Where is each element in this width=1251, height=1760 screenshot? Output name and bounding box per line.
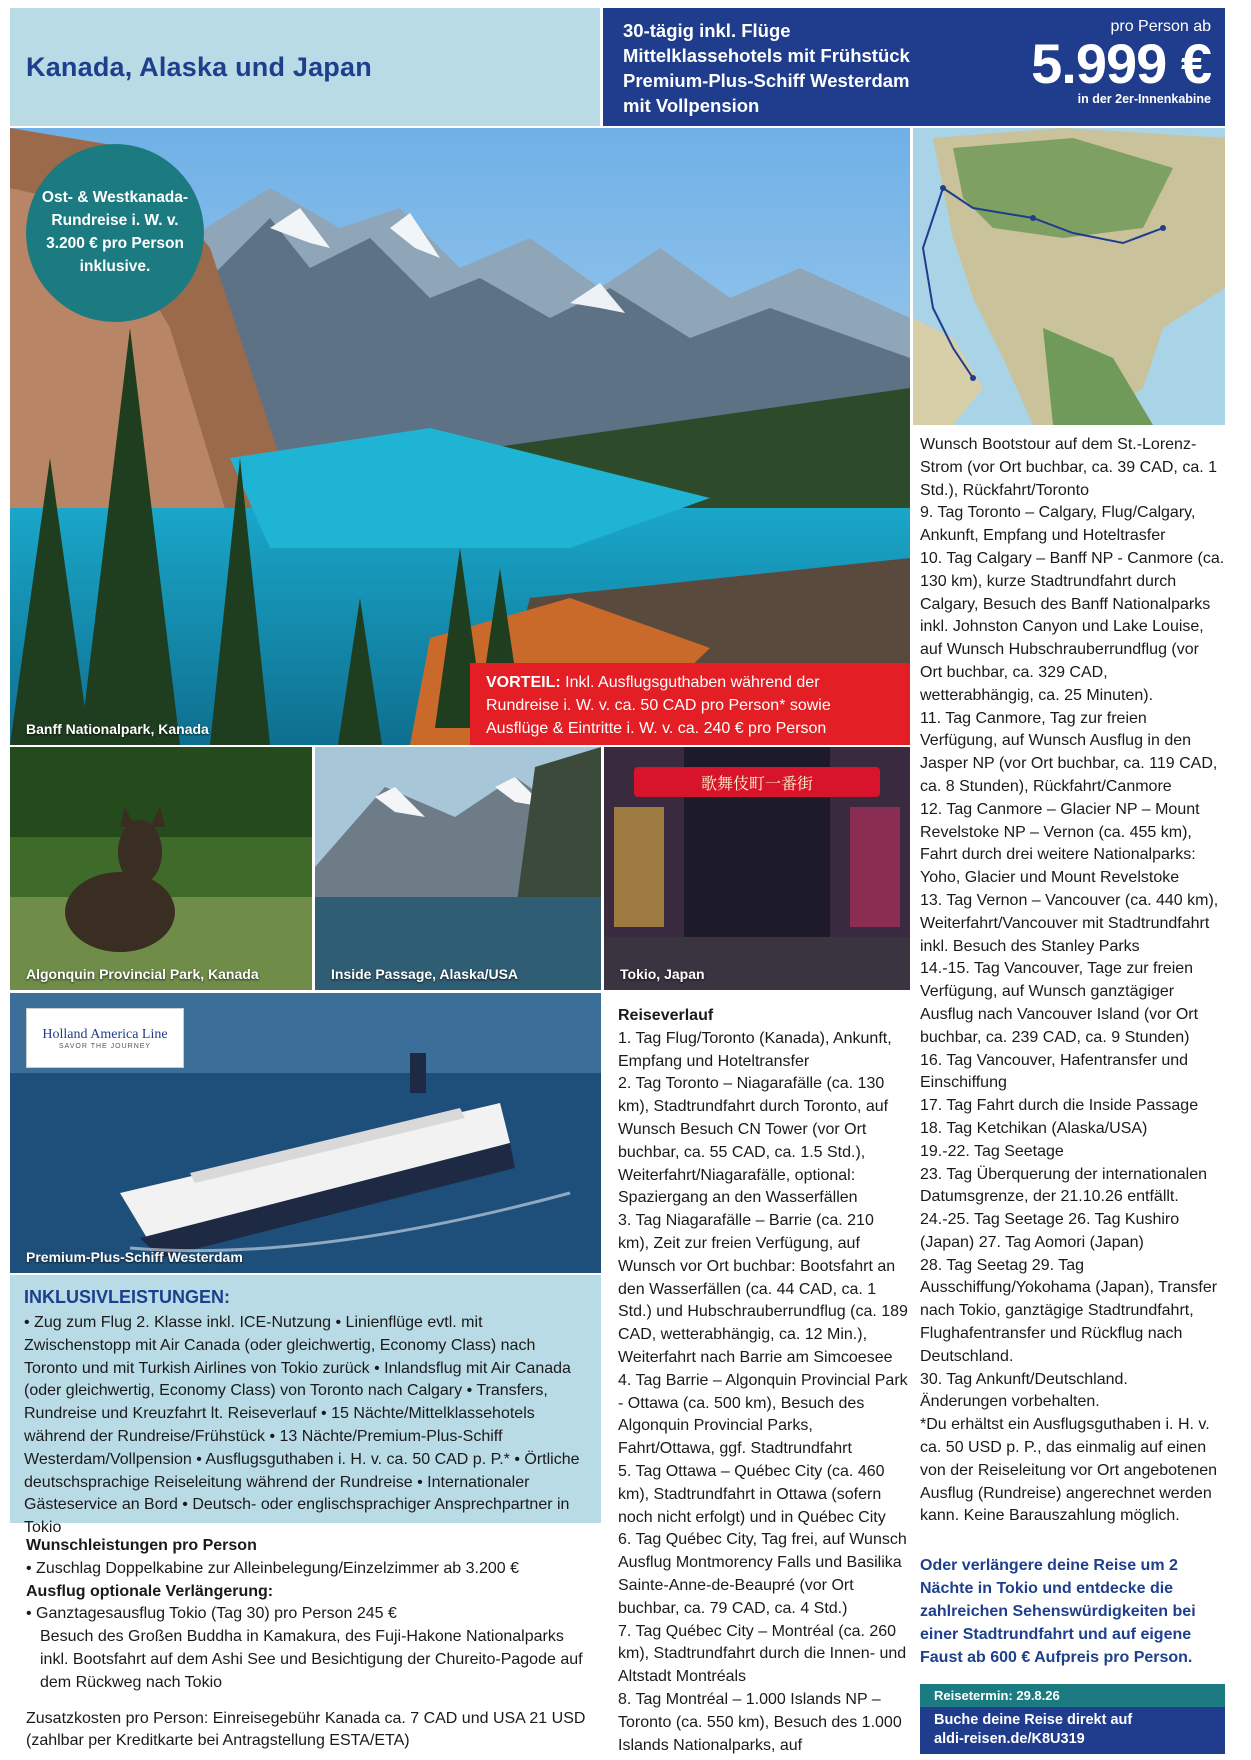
photo-caption: Banff Nationalpark, Kanada — [26, 721, 209, 737]
advantage-label: VORTEIL: — [486, 674, 561, 691]
itinerary-day: 9. Tag Toronto – Calgary, Flug/Calgary, Ankunft, Empfang und Hoteltrasfer — [920, 504, 1196, 545]
itinerary-day: 7. Tag Québec City – Montréal (ca. 260 km), Stadtrundfahrt durch die Innen- und Altstadt Montréals — [618, 1622, 907, 1686]
travel-date: Reisetermin: 29.8.26 — [920, 1684, 1225, 1707]
photo-caption: Tokio, Japan — [620, 966, 705, 982]
itinerary-day: 12. Tag Canmore – Glacier NP – Mount Revelstoke NP – Vernon (ca. 455 km), Fahrt durch drei weitere Nationalparks: Yoho, Glacier und Mount Revelstoke — [920, 800, 1200, 887]
photo-caption: Inside Passage, Alaska/USA — [331, 966, 519, 982]
wish-heading: Wunschleistungen pro Person — [26, 1537, 257, 1554]
itinerary-day: 19.-22. Tag Seetage — [920, 1142, 1064, 1160]
logo-tagline: SAVOR THE JOURNEY — [58, 1043, 152, 1050]
itinerary-day: 10. Tag Calgary – Banff NP - Canmore (ca. 130 km), kurze Stadtrundfahrt durch Calgary, Besuch des Banff Nationalparks inkl. Johnston Canyon und Lake Louise, auf Wunsch Hubschrauberrundflug (vor Ort buchbar, ca. 329 CAD, wetterabhängig, ca. 25 Minuten). — [920, 549, 1225, 704]
itinerary-day: 11. Tag Canmore, Tag zur freien Verfügung, auf Wunsch Ausflug in den Jasper NP (vor Ort buchbar, ca. 119 CAD, ca. 8 Stunden), Rückfahrt/Canmore — [920, 709, 1218, 795]
route-map — [913, 128, 1225, 425]
offer-banner — [603, 8, 1225, 126]
holland-america-logo — [26, 1008, 184, 1068]
credit-footnote: *Du erhältst ein Ausflugsguthaben i. H. v. ca. 50 USD p. P., das einmalig auf einen von der Reiseleitung vor Ort angebotenen Ausflug (Rundreise) angerechnet werden kann. Keine Barauszahlung möglich. — [920, 1416, 1218, 1525]
advantage-box — [470, 663, 910, 745]
booking-box[interactable] — [920, 1684, 1225, 1754]
itinerary-day: 5. Tag Ottawa – Québec City (ca. 460 km), Stadtrundfahrt in Ottawa (sofern noch nicht erfolgt) und in Québec City — [618, 1462, 886, 1526]
itinerary-day: Wunsch Bootstour auf dem St.-Lorenz-Strom (vor Ort buchbar, ca. 39 CAD, ca. 1 Std.), Rückfahrt/Toronto — [920, 436, 1217, 499]
itinerary-day: 3. Tag Niagarafälle – Barrie (ca. 210 km), Zeit zur freien Verfügung, auf Wunsch vor Ort buchbar: Bootsfahrt an den Wasserfällen (ca. 44 CAD, ca. 1 Std.) und Hubschrauberrundflug (ca. 189 CAD, wetterabhängig, ca. 12 Min.), Weiterfahrt nach Barrie am Simcoesee — [618, 1212, 908, 1366]
itinerary-day: 14.-15. Tag Vancouver, Tage zur freien Verfügung, auf Wunsch ganztägiger Ausflug nach Vancouver Island (vor Ort buchbar, ca. 239 CAD, ca. 9 Stunden) — [920, 960, 1199, 1046]
itinerary-day: 4. Tag Barrie – Algonquin Provincial Park - Ottawa (ca. 500 km), Besuch des Algonquin Provincial Parks, Fahrt/Ottawa, ggf. Stadtrundfahrt — [618, 1371, 908, 1458]
tokyo-photo — [604, 747, 910, 990]
price-box — [1031, 18, 1211, 106]
excursion-heading: Ausflug optionale Verlängerung: — [26, 1582, 274, 1600]
inclusive-services — [10, 1275, 601, 1537]
inside-passage-photo — [315, 747, 601, 990]
itinerary-column-2 — [920, 434, 1225, 1528]
price-cabin-note: in der 2er-Innenkabine — [1077, 92, 1211, 106]
itinerary-day: 28. Tag Seetag 29. Tag Ausschiffung/Yokohama (Japan), Transfer nach Tokio, ganztägige Stadtrundfahrt, Flughafentransfer und Rückflug nach Deutschland. — [920, 1256, 1218, 1365]
excursion-description: Besuch des Großen Buddha in Kamakura, des Fuji-Hakone Nationalparks inkl. Bootsfahrt auf dem Ashi See und Besichtigung der Chureito-Pagode auf dem Rückweg nach Tokio — [40, 1628, 583, 1691]
extra-costs: Zusatzkosten pro Person: Einreisegebühr Kanada ca. 7 CAD und USA 21 USD (zahlbar per Kreditkarte bei Antragstellung ESTA/ETA) — [26, 1710, 586, 1749]
itinerary-day: 23. Tag Überquerung der internationalen Datumsgrenze, der 21.10.26 entfällt. — [920, 1165, 1208, 1206]
offer-line: Mittelklassehotels mit Frühstück — [623, 45, 910, 66]
booking-link[interactable]: aldi-reisen.de/K8U319 — [934, 1731, 1085, 1747]
offer-line: 30-tägig inkl. Flüge — [623, 20, 791, 41]
roundtrip-badge — [26, 144, 204, 322]
changes-note: Änderungen vorbehalten. — [920, 1393, 1100, 1411]
badge-line: Rundreise i. W. v. — [51, 212, 179, 229]
inclusive-heading: INKLUSIVLEISTUNGEN: — [24, 1287, 231, 1307]
wish-services — [26, 1535, 596, 1695]
offer-line: mit Vollpension — [623, 95, 760, 116]
itinerary-day: 6. Tag Québec City, Tag frei, auf Wunsch Ausflug Montmorency Falls und Basilika Sainte-Anne-de-Beaupré (vor Ort buchbar, ca. 79 CAD, ca. 4 Std.) — [618, 1531, 907, 1617]
price-label: pro Person ab — [1110, 18, 1211, 35]
offer-line: Premium-Plus-Schiff Westerdam — [623, 70, 910, 91]
itinerary-day: 24.-25. Tag Seetage 26. Tag Kushiro (Japan) 27. Tag Aomori (Japan) — [920, 1211, 1180, 1251]
badge-line: inklusive. — [79, 258, 151, 275]
itinerary-day: 2. Tag Toronto – Niagarafälle (ca. 130 km), Stadtrundfahrt durch Toronto, auf Wunsch Besuch CN Tower (vor Ort buchbar, ca. 55 CAD, ca. 1.5 Std.), Weiterfahrt/Niagarafälle, optional: Spaziergang an den Wasserfällen — [618, 1075, 889, 1207]
itinerary-day: 17. Tag Fahrt durch die Inside Passage — [920, 1097, 1199, 1115]
page-title: Kanada, Alaska und Japan — [26, 52, 372, 82]
moose-photo — [10, 747, 312, 990]
itinerary-day: 1. Tag Flug/Toronto (Kanada), Ankunft, Empfang und Hoteltransfer — [618, 1029, 892, 1070]
itinerary-day: 30. Tag Ankunft/Deutschland. — [920, 1370, 1128, 1388]
itinerary-heading: Reiseverlauf — [618, 1007, 714, 1024]
itinerary-day: 8. Tag Montréal – 1.000 Islands NP – Toronto (ca. 550 km), Besuch des 1.000 Islands Nationalparks, auf — [618, 1690, 902, 1754]
extension-offer: Oder verlängere deine Reise um 2 Nächte in Tokio und entdecke die zahlreichen Sehenswürdigkeiten bei einer Stadtrundfahrt und auf eigene Faust ab 600 € Aufpreis pro Person. — [920, 1557, 1196, 1666]
photo-caption: Premium-Plus-Schiff Westerdam — [26, 1249, 243, 1265]
kabukicho-sign: 歌舞伎町一番街 — [700, 774, 814, 793]
offer-highlights — [623, 18, 910, 118]
photo-caption: Algonquin Provincial Park, Kanada — [26, 966, 259, 982]
booking-prompt: Buche deine Reise direkt auf — [934, 1712, 1133, 1728]
itinerary-column-1 — [618, 1005, 908, 1757]
badge-line: 3.200 € pro Person — [46, 235, 184, 252]
itinerary-day: 13. Tag Vernon – Vancouver (ca. 440 km), Weiterfahrt/Vancouver mit Stadtrundfahrt inkl. Besuch des Stanley Parks — [920, 891, 1219, 955]
advantage-text: Inkl. Ausflugsguthaben während der Rundreise i. W. v. ca. 50 CAD pro Person* sowie Ausflüge & Eintritte i. W. v. ca. 240 € pro Person — [486, 674, 831, 737]
price-value: 5.999 € — [1031, 32, 1211, 95]
inclusive-text: • Zug zum Flug 2. Klasse inkl. ICE-Nutzung • Linienflüge evtl. mit Zwischenstopp mit Air Canada (oder gleichwertig, Economy Class) nach Toronto und mit Turkish Airlines von Tokio zurück • Inlandsflug mit Air Canada (oder gleichwertig, Economy Class) von Toronto nach Calgary • Transfers, Rundreise und Kreuzfahrt lt. Reiseverlauf • 15 Nächte/Mittelklassehotels während der Rundreise/Frühstück • 13 Nächte/Premium-Plus-Schiff Westerdam/Vollpension • Ausflugsguthaben i. H. v. ca. 50 CAD p. P.* • Örtliche deutschsprachige Reiseleitung während der Rundreise • Internationaler Gästeservice an Bord • Deutsch- oder englischsprachiger Ansprechpartner in Tokio — [24, 1314, 580, 1537]
badge-line: Ost- & Westkanada- — [41, 189, 189, 206]
logo-name: Holland America Line — [42, 1027, 168, 1042]
excursion-tokyo: • Ganztagesausflug Tokio (Tag 30) pro Person 245 € — [26, 1605, 397, 1623]
itinerary-day: 16. Tag Vancouver, Hafentransfer und Einschiffung — [920, 1051, 1189, 1092]
itinerary-day: 18. Tag Ketchikan (Alaska/USA) — [920, 1119, 1148, 1137]
wish-single-supplement: • Zuschlag Doppelkabine zur Alleinbelegung/Einzelzimmer ab 3.200 € — [26, 1559, 520, 1577]
